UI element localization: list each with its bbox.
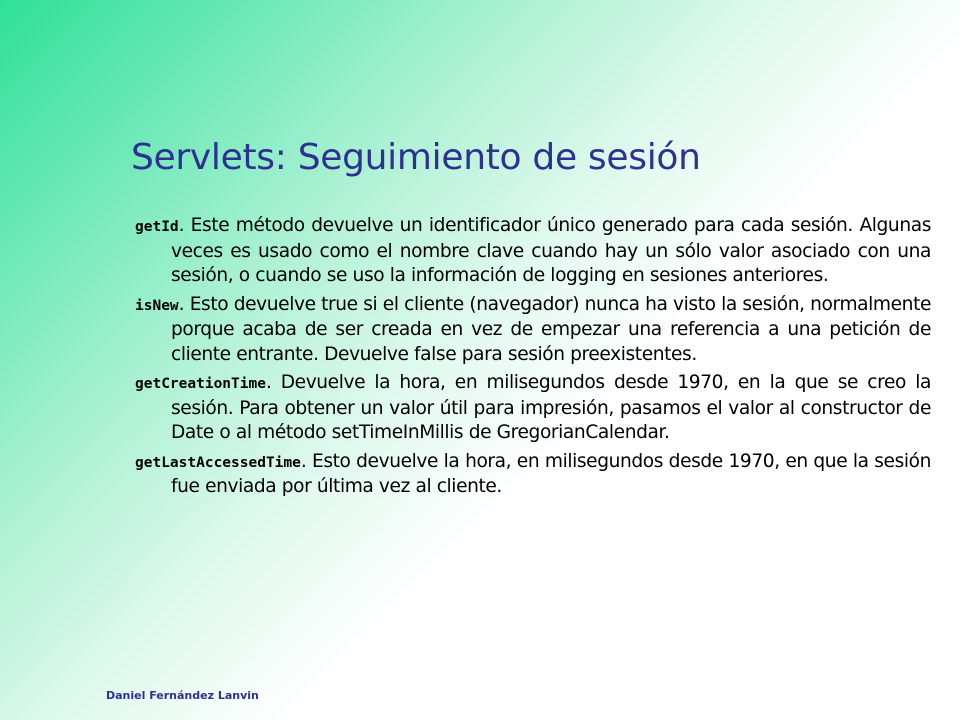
method-description: . Esto devuelve la hora, en milisegundos desde 1970, en que la sesión fue enviada por última vez al cliente. <box>171 450 931 497</box>
method-paragraph-getlastaccessedtime <box>135 450 931 500</box>
method-paragraph-getcreationtime <box>135 371 931 446</box>
method-paragraph-getid <box>135 214 931 289</box>
method-description: . Esto devuelve true si el cliente (navegador) nunca ha visto la sesión, normalmente porque acaba de ser creada en vez de empezar una referencia a una petición de cliente entrante. Devuelve false para sesión preexistentes. <box>171 293 931 365</box>
method-name: getCreationTime <box>135 376 266 392</box>
slide-body <box>135 214 931 504</box>
method-description: . Devuelve la hora, en milisegundos desde 1970, en la que se creo la sesión. Para obtener un valor útil para impresión, pasamos el valor al constructor de Date o al método setTimeInMillis de GregorianCalendar. <box>171 372 931 443</box>
method-name: getId <box>135 219 179 235</box>
method-paragraph-isnew <box>135 293 931 368</box>
slide-title: Servlets: Seguimiento de sesión <box>131 137 701 178</box>
method-name: getLastAccessedTime <box>135 454 301 471</box>
method-name: isNew <box>135 297 179 314</box>
method-description: . Este método devuelve un identificador único generado para cada sesión. Algunas veces es usado como el nombre clave cuando hay un sólo valor asociado con una sesión, o cuando se uso la información de logging en sesiones anteriores. <box>171 215 931 286</box>
footer-author: Daniel Fernández Lanvin <box>106 689 259 702</box>
